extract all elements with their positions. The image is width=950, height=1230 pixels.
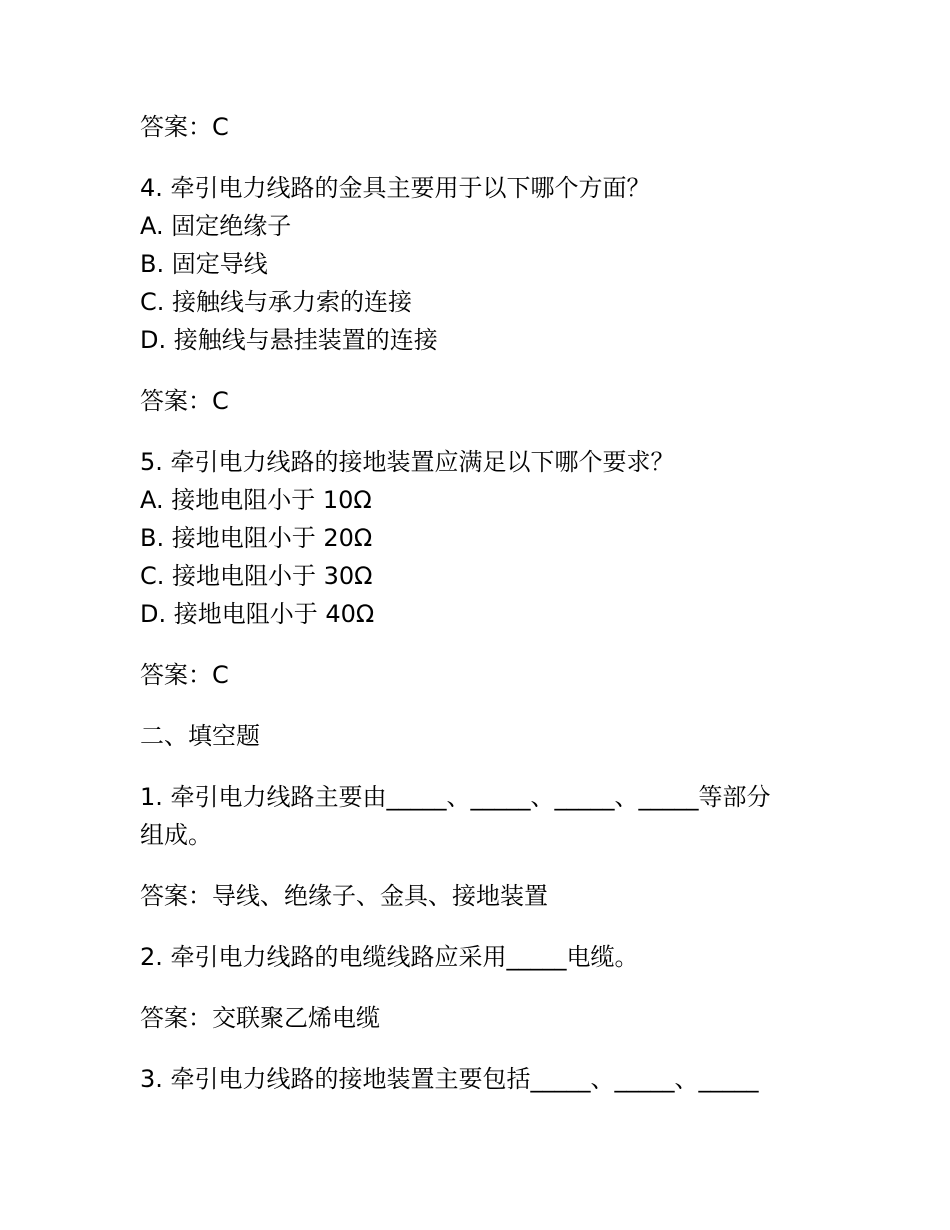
q4-answer: 答案：C: [140, 387, 229, 415]
question-5: 5. 牵引电力线路的接地装置应满足以下哪个要求？: [140, 448, 675, 476]
fill-question-1: 1. 牵引电力线路主要由_____、_____、_____、_____等部分: [140, 783, 771, 811]
fill-answer-1: 答案：导线、绝缘子、金具、接地装置: [140, 882, 548, 910]
q5-answer: 答案：C: [140, 661, 229, 689]
q4-option-c: C. 接触线与承力索的连接: [140, 288, 413, 316]
fill-answer-2: 答案：交联聚乙烯电缆: [140, 1004, 380, 1032]
q5-option-d: D. 接地电阻小于 40Ω: [140, 600, 375, 628]
section-title: 二、填空题: [140, 722, 260, 750]
q5-option-c: C. 接地电阻小于 30Ω: [140, 562, 373, 590]
q4-option-d: D. 接触线与悬挂装置的连接: [140, 326, 438, 354]
fill-question-3: 3. 牵引电力线路的接地装置主要包括_____、_____、_____: [140, 1065, 759, 1093]
q5-option-b: B. 接地电阻小于 20Ω: [140, 524, 373, 552]
answer-text: 答案：C: [140, 113, 229, 141]
document-page: [140, 108, 830, 1098]
question-4: 4. 牵引电力线路的金具主要用于以下哪个方面？: [140, 174, 651, 202]
q4-option-b: B. 固定导线: [140, 250, 268, 278]
q5-option-a: A. 接地电阻小于 10Ω: [140, 486, 372, 514]
q4-option-a: A. 固定绝缘子: [140, 212, 292, 240]
fill-question-2: 2. 牵引电力线路的电缆线路应采用_____电缆。: [140, 943, 639, 971]
fill-question-1-cont: 组成。: [140, 821, 212, 849]
